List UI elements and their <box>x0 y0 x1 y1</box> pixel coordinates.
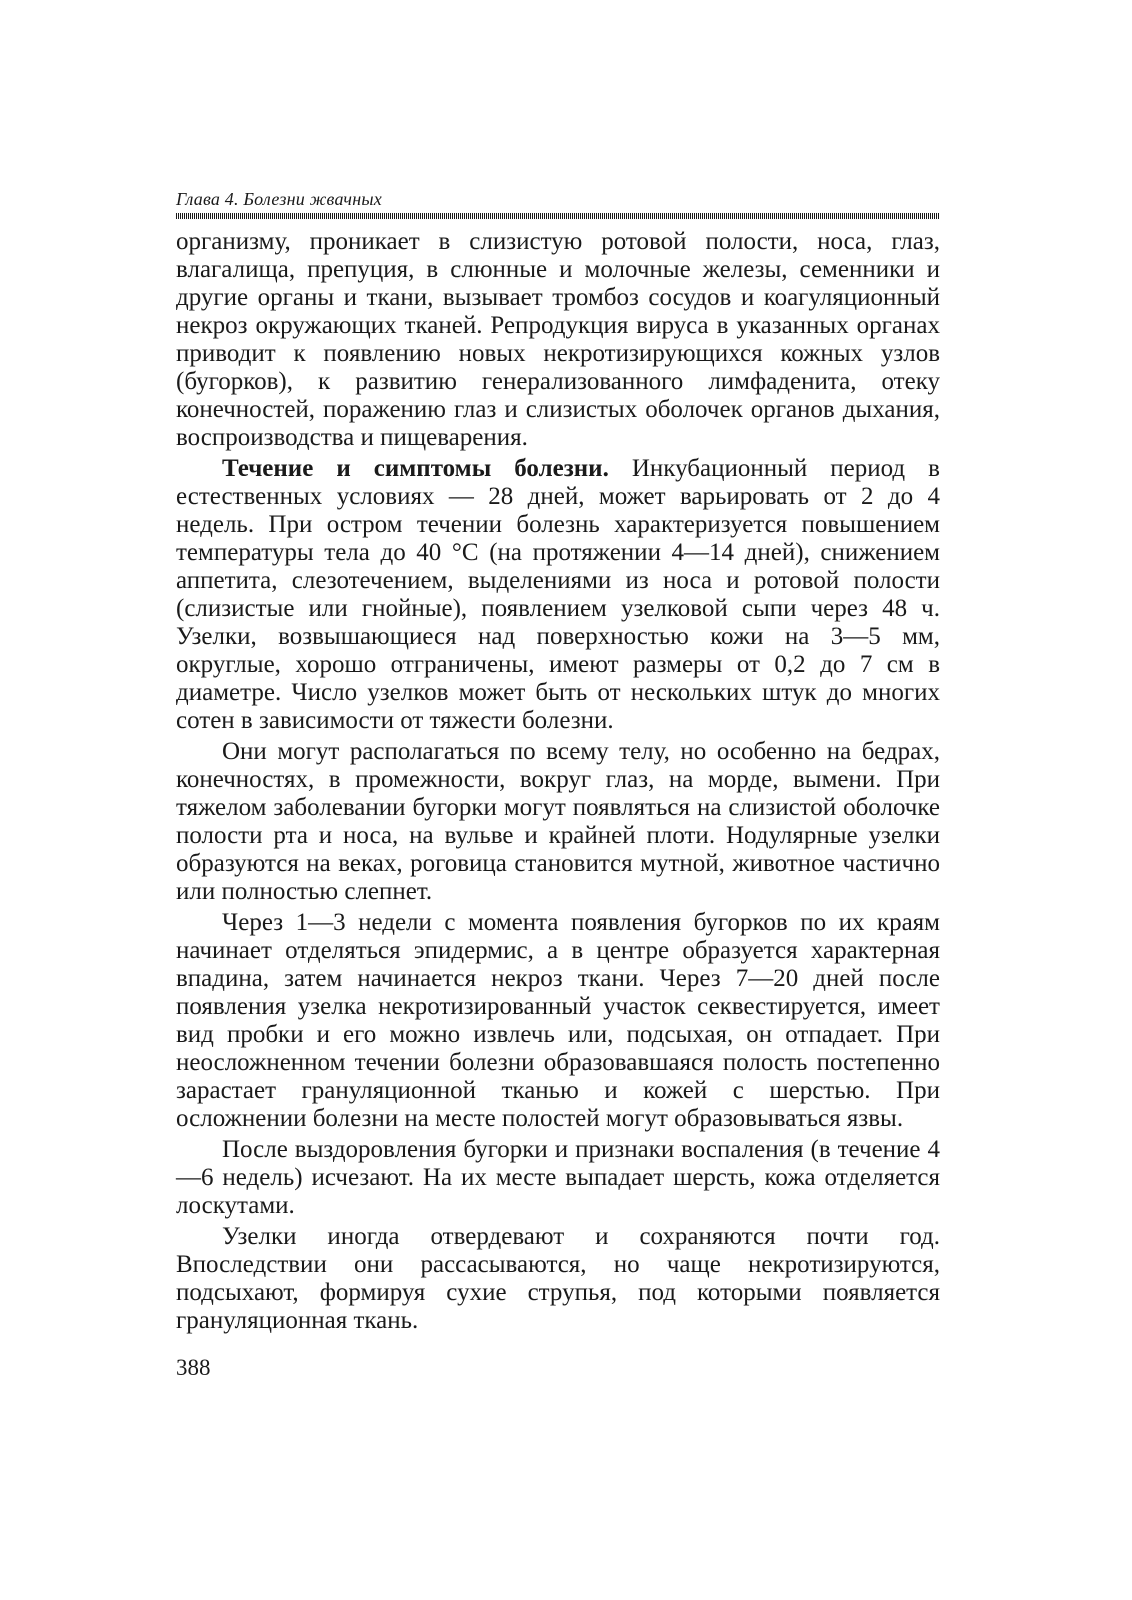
paragraph <box>176 909 940 1133</box>
paragraph-text: После выздоровления бугорки и признаки воспаления (в течение 4—6 недель) исчезают. На их месте выпадает шерсть, кожа отделяется лоскутами. <box>176 1136 940 1219</box>
body-text <box>176 228 940 1338</box>
paragraph <box>176 1136 940 1220</box>
paragraph <box>176 738 940 906</box>
paragraph-text: Узелки иногда отвердевают и сохраняются почти год. Впоследствии они рассасываются, но чаще некротизируются, подсыхают, формируя сухие струпья, под которыми появляется грануляционная ткань. <box>176 1223 940 1334</box>
section-run-in-heading: Течение и симптомы болезни. <box>222 455 609 482</box>
paragraph <box>176 228 940 452</box>
paragraph <box>176 1223 940 1335</box>
paragraph-text: Через 1—3 недели с момента появления бугорков по их краям начинает отделяться эпидермис, а в центре образуется характерная впадина, затем начинается некроз ткани. Через 7—20 дней после появления узелка некротизированный участок секвестируется, имеет вид пробки и его можно извлечь или, подсыхая, он отпадает. При неосложненном течении болезни образовавшаяся полость постепенно зарастает грануляционной тканью и кожей с шерстью. При осложнении болезни на месте полостей могут образовываться язвы. <box>176 909 940 1132</box>
paragraph-text: Инкубационный период в естественных условиях — 28 дней, может варьировать от 2 до 4 недель. При остром течении болезнь характеризуется повышением температуры тела до 40 °С (на протяжении 4—14 дней), снижением аппетита, слезотечением, выделениями из носа и ротовой полости (слизистые или гнойные), появлением узелковой сыпи через 48 ч. Узелки, возвышающиеся над поверхностью кожи на 3—5 мм, округлые, хорошо отграничены, имеют размеры от 0,2 до 7 см в диаметре. Число узелков может быть от нескольких штук до многих сотен в зависимости от тяжести болезни. <box>176 455 940 734</box>
paragraph <box>176 455 940 735</box>
paragraph-text: Они могут располагаться по всему телу, но особенно на бедрах, конечностях, в промежности, вокруг глаз, на морде, вымени. При тяжелом заболевании бугорки могут появляться на слизистой оболочке полости рта и носа, на вульве и крайней плоти. Нодулярные узелки образуются на веках, роговица становится мутной, животное частично или полностью слепнет. <box>176 738 940 905</box>
running-head: Глава 4. Болезни жвачных <box>176 189 382 209</box>
paragraph-text: организму, проникает в слизистую ротовой полости, носа, глаз, влагалища, препуция, в слюнные и молочные железы, семенники и другие органы и ткани, вызывает тромбоз сосудов и коагуляционный некроз окружающих тканей. Репродукция вируса в указанных органах приводит к появлению новых некротизирующихся кожных узлов (бугорков), к развитию генерализованного лимфаденита, отеку конечностей, поражению глаз и слизистых оболочек органов дыхания, воспроизводства и пищеварения. <box>176 228 940 451</box>
book-page <box>176 0 940 1600</box>
running-head-rule <box>176 213 940 219</box>
page-number: 388 <box>176 1355 211 1380</box>
